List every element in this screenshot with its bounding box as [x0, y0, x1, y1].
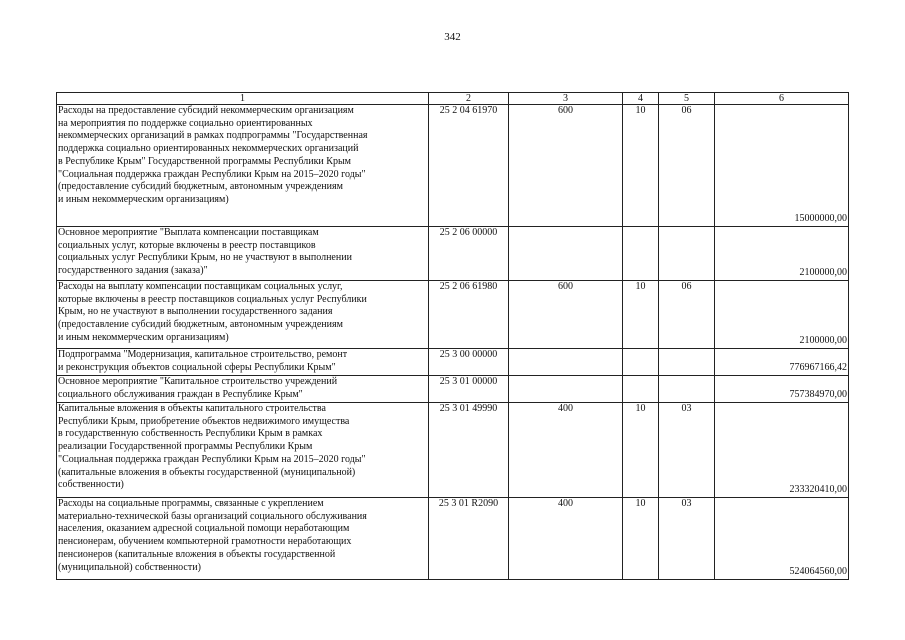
row-subsection	[659, 376, 715, 403]
row-expense-type: 600	[509, 105, 623, 227]
row-description: Основное мероприятие "Капитальное строительство учреждений социального обслуживания граждан в Республике Крым"	[57, 376, 429, 403]
row-amount: 2100000,00	[715, 227, 849, 281]
row-expense-type	[509, 349, 623, 376]
row-subsection: 03	[659, 403, 715, 498]
row-expense-type	[509, 227, 623, 281]
table-row	[57, 281, 849, 349]
row-description: Основное мероприятие "Выплата компенсации поставщикам социальных услуг, которые включены в реестр поставщиков социальных услуг Республики Крым, но не участвуют в выполнении государственного задания (заказа)"	[57, 227, 429, 281]
row-section	[623, 376, 659, 403]
row-code: 25 3 01 R2090	[429, 498, 509, 580]
row-code: 25 3 00 00000	[429, 349, 509, 376]
column-header: 2	[429, 93, 509, 105]
table-row	[57, 105, 849, 227]
row-amount: 2100000,00	[715, 281, 849, 349]
column-header: 5	[659, 93, 715, 105]
row-section: 10	[623, 403, 659, 498]
row-section: 10	[623, 281, 659, 349]
row-section	[623, 227, 659, 281]
table-row	[57, 498, 849, 580]
row-expense-type	[509, 376, 623, 403]
row-section: 10	[623, 105, 659, 227]
row-amount: 757384970,00	[715, 376, 849, 403]
row-subsection	[659, 349, 715, 376]
row-amount: 524064560,00	[715, 498, 849, 580]
row-subsection: 03	[659, 498, 715, 580]
row-section: 10	[623, 498, 659, 580]
row-description: Подпрограмма "Модернизация, капитальное строительство, ремонт и реконструкция объектов социальной сферы Республики Крым"	[57, 349, 429, 376]
row-amount: 15000000,00	[715, 105, 849, 227]
row-subsection: 06	[659, 281, 715, 349]
row-expense-type: 400	[509, 403, 623, 498]
column-header: 3	[509, 93, 623, 105]
budget-table	[56, 92, 849, 580]
row-code: 25 3 01 49990	[429, 403, 509, 498]
row-subsection: 06	[659, 105, 715, 227]
row-description: Расходы на предоставление субсидий некоммерческим организациям на мероприятия по поддержке социально ориентированных некоммерческих организаций в рамках подпрограммы "Государственная поддержка социально ориентированных некоммерческих организаций в Республике Крым" Государственной программы Республики Крым "Социальная поддержка граждан Республики Крым на 2015–2020 годы" (предоставление субсидий бюджетным, автономным учреждениям и иным некоммерческим организациям)	[57, 105, 429, 227]
row-description: Капитальные вложения в объекты капитального строительства Республики Крым, приобретение объектов недвижимого имущества в государственную собственность Республики Крым в рамках реализации Государственной программы Республики Крым "Социальная поддержка граждан Республики Крым на 2015–2020 годы" (капитальные вложения в объекты государственной (муниципальной) собственности)	[57, 403, 429, 498]
row-code: 25 3 01 00000	[429, 376, 509, 403]
table-row	[57, 403, 849, 498]
column-header: 4	[623, 93, 659, 105]
row-subsection	[659, 227, 715, 281]
row-code: 25 2 04 61970	[429, 105, 509, 227]
row-section	[623, 349, 659, 376]
row-code: 25 2 06 00000	[429, 227, 509, 281]
table-row	[57, 349, 849, 376]
row-code: 25 2 06 61980	[429, 281, 509, 349]
header-row	[57, 93, 849, 105]
table-row	[57, 227, 849, 281]
page-number: 342	[444, 31, 461, 43]
row-description: Расходы на социальные программы, связанные с укреплением материально-технической базы организаций социального обслуживания населения, оказанием адресной социальной помощи неработающим пенсионерам, обучением компьютерной грамотности неработающих пенсионеров (капитальные вложения в объекты государственной (муниципальной) собственности)	[57, 498, 429, 580]
row-amount: 776967166,42	[715, 349, 849, 376]
column-header: 1	[57, 93, 429, 105]
row-description: Расходы на выплату компенсации поставщикам социальных услуг, которые включены в реестр поставщиков социальных услуг Республики Крым, но не участвуют в выполнении государственного задания (предоставление субсидий бюджетным, автономным учреждениям и иным некоммерческим организациям)	[57, 281, 429, 349]
row-expense-type: 600	[509, 281, 623, 349]
column-header: 6	[715, 93, 849, 105]
row-expense-type: 400	[509, 498, 623, 580]
table-row	[57, 376, 849, 403]
row-amount: 233320410,00	[715, 403, 849, 498]
